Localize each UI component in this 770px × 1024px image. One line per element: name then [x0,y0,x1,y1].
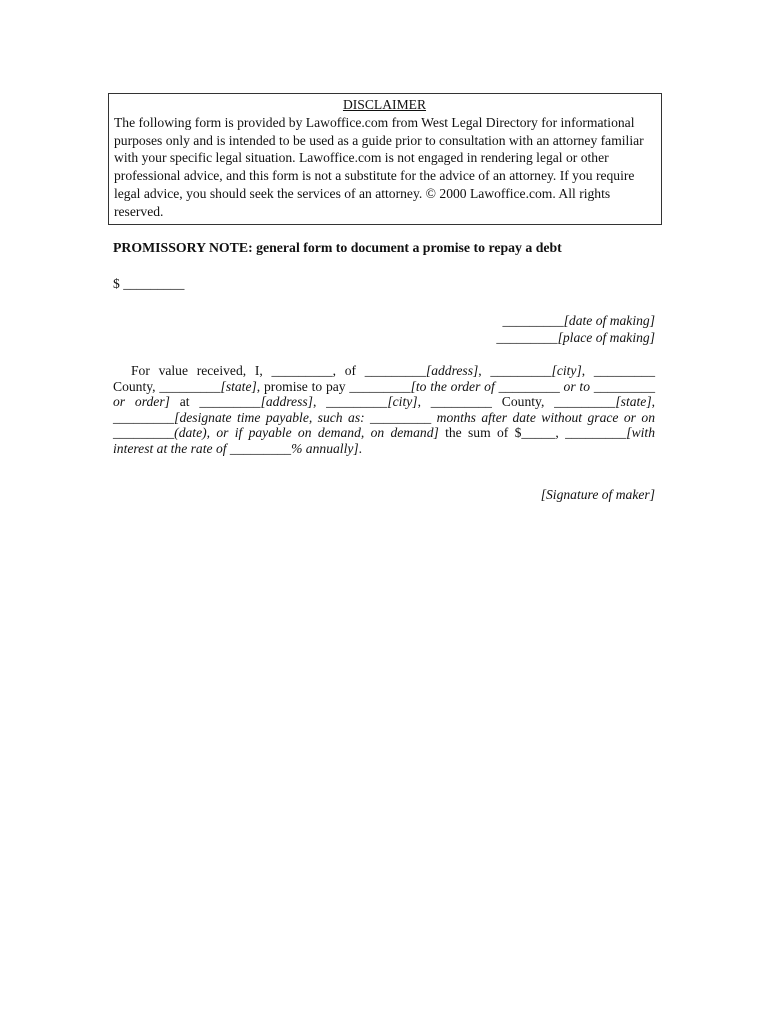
disclaimer-box [108,93,662,225]
body-text: at _________ [169,394,261,410]
placeholder-time-payable: [designate time payable, such as: _________ months after date without grace or on _________(date), or if payable on demand, on demand] [113,409,655,441]
body-text: , promise to pay _________ [256,378,411,394]
date-place-block [400,312,655,346]
placeholder-payee: [to the order of _________ or to _________ or order] [113,378,655,410]
disclaimer-title: DISCLAIMER [342,97,427,112]
amount-line: $ _________ [113,276,185,291]
body-text: , _________ [113,394,656,425]
placeholder-state: [state] [615,394,652,410]
placeholder-state: [state] [220,378,257,394]
note-body-paragraph [113,363,655,457]
body-text: , _________ [478,363,552,378]
placeholder-city: [city] [387,394,418,410]
date-of-making-line: _________[date of making] [502,313,655,328]
body-text: , _________ [312,394,388,410]
body-text: the sum of $_____, _________ [438,425,627,441]
placeholder-address: [address] [260,394,313,410]
disclaimer-text: The following form is provided by Lawoffice.com from West Legal Directory for informational purposes only and is intended to be used as a guide prior to consultation with an attorney familiar with your specific legal situation. Lawoffice.com is not engaged in rendering legal or other professional advice, and this form is not a substitute for the advice of an attorney. If you require legal advice, you should seek the services of an attorney. © 2000 Lawoffice.com. All rights reserved. [114,114,644,219]
document-title: PROMISSORY NOTE: general form to document a promise to repay a debt [113,240,562,255]
signature-line: [Signature of maker] [540,487,655,502]
placeholder-interest: [with interest at the rate of _________% annually] [113,425,655,456]
placeholder-city: [city] [551,363,582,378]
body-text: For value received, I, _________, of _________ [131,363,426,378]
place-of-making-line: _________[place of making] [496,330,655,345]
body-text: . [358,440,363,456]
placeholder-address: [address] [425,363,479,378]
body-text: , _________ County, _________ [113,363,656,394]
body-text: , _________ County, _________ [417,394,616,410]
